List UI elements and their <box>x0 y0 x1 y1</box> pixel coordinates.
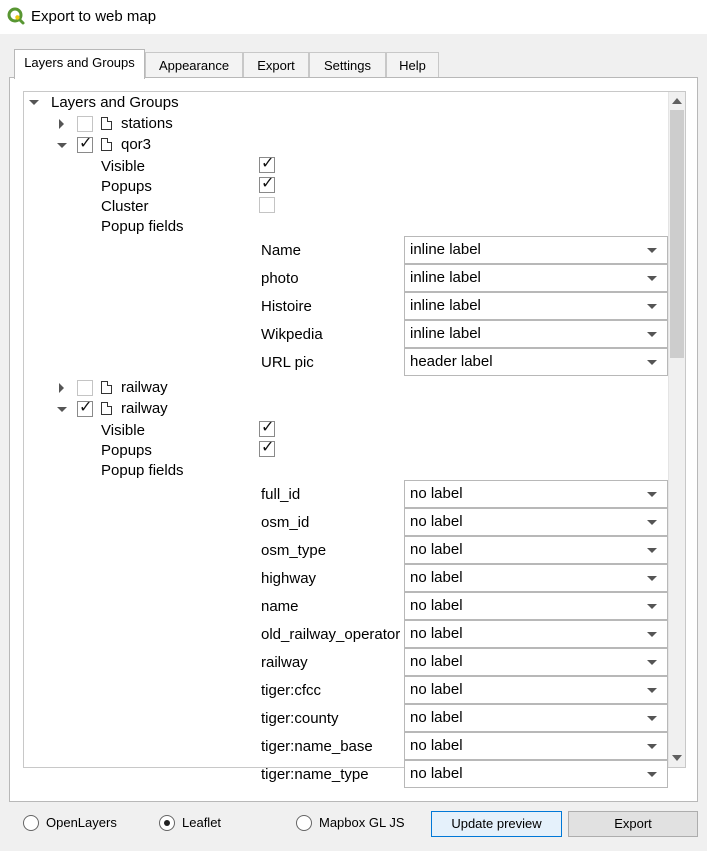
popup-field-select[interactable] <box>404 348 668 376</box>
visible-checkbox[interactable] <box>259 421 275 437</box>
chevron-down-icon <box>647 520 657 525</box>
select-value: no label <box>410 709 463 726</box>
chevron-down-icon <box>647 492 657 497</box>
select-value: no label <box>410 541 463 558</box>
collapse-arrow-icon[interactable] <box>57 407 67 412</box>
layer-file-icon <box>101 381 112 394</box>
field-name: tiger:name_type <box>261 766 369 783</box>
popup-field-select[interactable] <box>404 620 668 648</box>
radio-label-openlayers: OpenLayers <box>46 815 117 830</box>
chevron-down-icon <box>647 604 657 609</box>
select-value: inline label <box>410 241 481 258</box>
field-name: URL pic <box>261 354 314 371</box>
select-value: header label <box>410 353 493 370</box>
select-value: no label <box>410 765 463 782</box>
layer-name-qor3: qor3 <box>121 136 152 153</box>
popup-field-select[interactable] <box>404 592 668 620</box>
checkmark-icon: ✓ <box>261 175 275 192</box>
checkmark-icon: ✓ <box>261 439 275 456</box>
field-name: Histoire <box>261 298 312 315</box>
popup-field-select[interactable] <box>404 648 668 676</box>
chevron-down-icon <box>647 772 657 777</box>
checkmark-icon: ✓ <box>79 135 93 152</box>
export-button[interactable]: Export <box>568 811 698 837</box>
option-label-visible: Visible <box>101 158 145 175</box>
popups-checkbox[interactable] <box>259 441 275 457</box>
tab-settings[interactable]: Settings <box>309 52 386 78</box>
chevron-down-icon <box>647 716 657 721</box>
field-name: old_railway_operator <box>261 626 401 643</box>
tab-appearance[interactable]: Appearance <box>145 52 243 78</box>
chevron-down-icon <box>647 744 657 749</box>
select-value: no label <box>410 569 463 586</box>
field-name: tiger:county <box>261 710 339 727</box>
checkmark-icon: ✓ <box>261 419 275 436</box>
layer-checkbox-railway[interactable] <box>77 401 93 417</box>
chevron-down-icon <box>647 576 657 581</box>
layer-file-icon <box>101 117 112 130</box>
popup-field-select[interactable] <box>404 564 668 592</box>
select-value: no label <box>410 681 463 698</box>
layer-name-stations: stations <box>121 115 173 132</box>
scrollbar-thumb[interactable] <box>670 110 684 358</box>
layer-name-railway: railway <box>121 379 168 396</box>
popup-field-select[interactable] <box>404 704 668 732</box>
visible-checkbox[interactable] <box>259 157 275 173</box>
select-value: inline label <box>410 325 481 342</box>
scroll-down-icon[interactable] <box>672 755 682 761</box>
popup-field-select[interactable] <box>404 760 668 788</box>
popup-field-select[interactable] <box>404 320 668 348</box>
tree-root-label: Layers and Groups <box>51 94 179 111</box>
chevron-down-icon <box>647 660 657 665</box>
popup-fields-label: Popup fields <box>101 218 184 235</box>
layers-tree <box>23 91 686 783</box>
field-name: railway <box>261 654 308 671</box>
cluster-checkbox[interactable] <box>259 197 275 213</box>
field-name: full_id <box>261 486 301 503</box>
select-value: no label <box>410 625 463 642</box>
chevron-down-icon <box>647 548 657 553</box>
checkmark-icon: ✓ <box>261 155 275 172</box>
select-value: no label <box>410 737 463 754</box>
chevron-down-icon <box>647 276 657 281</box>
select-value: no label <box>410 513 463 530</box>
popup-fields-label: Popup fields <box>101 462 184 479</box>
popup-field-select[interactable] <box>404 236 668 264</box>
tab-export[interactable]: Export <box>243 52 309 78</box>
popup-field-select[interactable] <box>404 732 668 760</box>
field-name: osm_type <box>261 542 327 559</box>
field-name: tiger:cfcc <box>261 682 322 699</box>
popups-checkbox[interactable] <box>259 177 275 193</box>
select-value: inline label <box>410 297 481 314</box>
popup-field-select[interactable] <box>404 508 668 536</box>
option-label-popups: Popups <box>101 442 152 459</box>
scroll-up-icon[interactable] <box>672 98 682 104</box>
layer-file-icon <box>101 138 112 151</box>
select-value: no label <box>410 653 463 670</box>
title-bar <box>0 0 707 34</box>
field-name: osm_id <box>261 514 310 531</box>
layer-checkbox-stations[interactable] <box>77 116 93 132</box>
popup-field-select[interactable] <box>404 292 668 320</box>
layer-checkbox-railway[interactable] <box>77 380 93 396</box>
chevron-down-icon <box>647 304 657 309</box>
window-title: Export to web map <box>31 8 157 25</box>
qgis-logo-icon <box>7 7 25 25</box>
chevron-down-icon <box>647 688 657 693</box>
collapse-arrow-icon[interactable] <box>29 100 39 105</box>
option-label-popups: Popups <box>101 178 152 195</box>
update-preview-button[interactable]: Update preview <box>431 811 562 837</box>
layer-name-railway: railway <box>121 400 168 417</box>
checkmark-icon: ✓ <box>79 399 93 416</box>
chevron-down-icon <box>647 360 657 365</box>
chevron-down-icon <box>647 632 657 637</box>
footer-bar <box>0 802 707 851</box>
expand-arrow-icon[interactable] <box>59 119 64 129</box>
radio-leaflet[interactable] <box>159 815 175 831</box>
field-name: photo <box>261 270 299 287</box>
radio-label-leaflet: Leaflet <box>182 815 222 830</box>
tab-layers-and-groups[interactable]: Layers and Groups <box>14 49 145 79</box>
vertical-scrollbar[interactable] <box>668 92 685 767</box>
select-value: inline label <box>410 269 481 286</box>
field-name: tiger:name_base <box>261 738 373 755</box>
radio-mapbox-gl-js[interactable] <box>296 815 312 831</box>
field-name: name <box>261 598 299 615</box>
field-name: Wikpedia <box>261 326 323 343</box>
option-label-visible: Visible <box>101 422 145 439</box>
field-name: highway <box>261 570 317 587</box>
select-value: no label <box>410 485 463 502</box>
radio-label-mapbox-gl-js: Mapbox GL JS <box>319 815 405 830</box>
layer-checkbox-qor3[interactable] <box>77 137 93 153</box>
popup-field-select[interactable] <box>404 264 668 292</box>
chevron-down-icon <box>647 332 657 337</box>
option-label-cluster: Cluster <box>101 198 149 215</box>
popup-field-select[interactable] <box>404 676 668 704</box>
collapse-arrow-icon[interactable] <box>57 143 67 148</box>
field-name: Name <box>261 242 302 259</box>
tab-help[interactable]: Help <box>386 52 439 78</box>
chevron-down-icon <box>647 248 657 253</box>
layer-file-icon <box>101 402 112 415</box>
layers-panel <box>9 77 698 802</box>
popup-field-select[interactable] <box>404 480 668 508</box>
expand-arrow-icon[interactable] <box>59 383 64 393</box>
popup-field-select[interactable] <box>404 536 668 564</box>
select-value: no label <box>410 597 463 614</box>
radio-openlayers[interactable] <box>23 815 39 831</box>
